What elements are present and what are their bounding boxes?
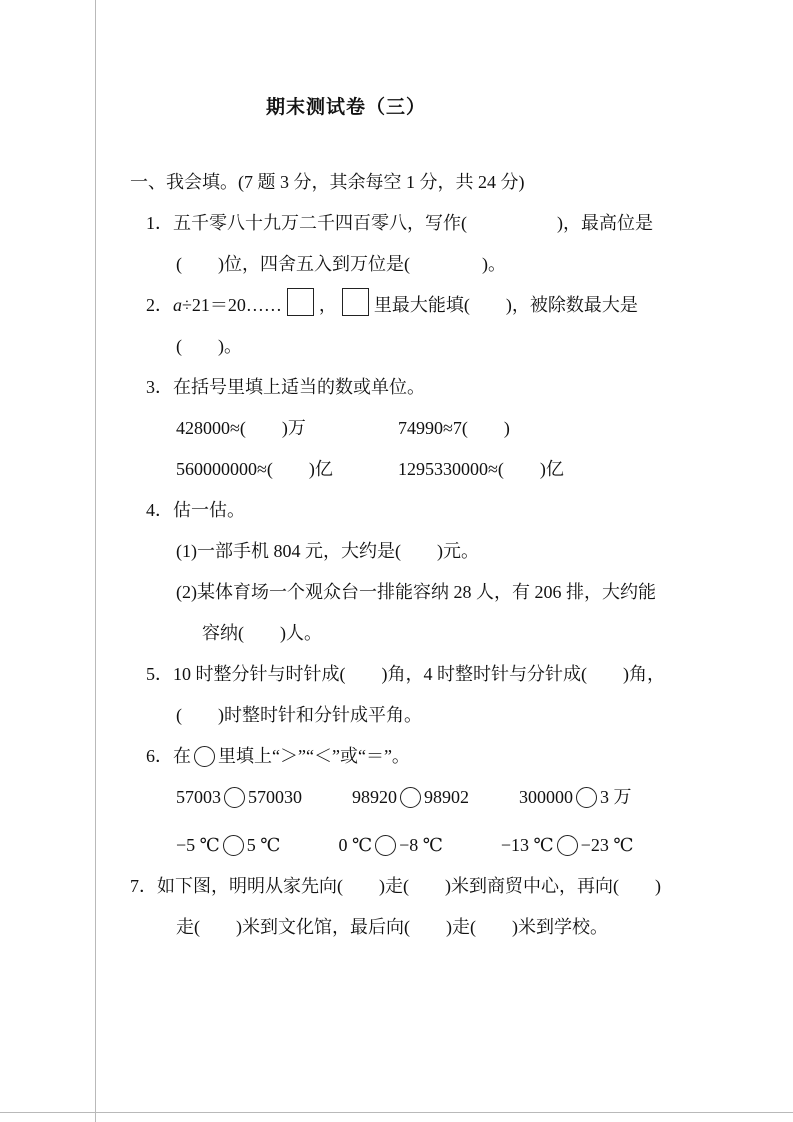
question-3-row-1: [130, 408, 730, 449]
comparison-right: 3 万: [600, 787, 632, 807]
question-4-item-2-line-1: (2)某体育场一个观众台一排能容纳 28 人，有 206 排，大约能: [176, 582, 656, 602]
test-content: [130, 162, 730, 948]
question-text: ，: [318, 295, 337, 315]
question-text: 在括号里填上适当的数或单位。: [173, 377, 425, 397]
rounding-item: 428000≈( )万: [176, 418, 306, 438]
comparison-circle: [223, 835, 244, 856]
question-2: [130, 285, 730, 367]
comparison-item: [519, 777, 632, 818]
rounding-item: 1295330000≈( )亿: [398, 459, 564, 479]
question-number: 1．: [146, 213, 173, 233]
question-number: 7．: [130, 876, 157, 896]
comparison-circle: [557, 835, 578, 856]
question-5: [130, 654, 730, 736]
comparison-left: 0 ℃: [338, 835, 373, 855]
comparison-item: [501, 825, 634, 866]
question-number: 3．: [146, 377, 173, 397]
question-3-row-2: [130, 449, 730, 490]
question-text: 10 时整分针与时针成( )角，4 时整时针与分针成( )角，: [173, 664, 665, 684]
comparison-circle: [400, 787, 421, 808]
question-number: 2．: [146, 295, 173, 315]
question-7: [130, 866, 730, 948]
rounding-item: 74990≈7( ): [398, 418, 510, 438]
question-number: 6．: [146, 746, 173, 766]
rounding-item: 560000000≈( )亿: [176, 459, 333, 479]
comparison-item: [176, 777, 302, 818]
question-5-line-1: [130, 654, 730, 695]
question-6: [130, 736, 730, 866]
comparison-left: −13 ℃: [500, 835, 554, 855]
comparison-circle: [194, 746, 215, 767]
question-text: 如下图，明明从家先向( )走( )米到商贸中心，再向( ): [157, 876, 661, 896]
question-text: 里填上“＞”“＜”或“＝”。: [218, 746, 410, 766]
comparison-right: 570030: [248, 787, 302, 807]
question-number: 5．: [146, 664, 173, 684]
question-1-line-1: [130, 203, 730, 244]
page-title: 期末测试卷（三）: [265, 97, 426, 118]
question-text: 在: [173, 746, 191, 766]
comparison-item: [338, 825, 442, 866]
comparison-left: 98920: [352, 787, 397, 807]
answer-box: [287, 288, 314, 316]
comparison-circle: [224, 787, 245, 808]
comparison-row-1: [130, 777, 730, 818]
comparison-circle: [576, 787, 597, 808]
section-heading: 一、我会填。(7 题 3 分，其余每空 1 分，共 24 分): [130, 172, 525, 192]
question-4-line-1: [130, 490, 730, 531]
question-text: ÷21＝20……: [182, 295, 282, 315]
comparison-item: [176, 825, 280, 866]
question-6-line-1: [130, 736, 730, 777]
comparison-circle: [375, 835, 396, 856]
question-1-line-2: ( )位，四舍五入到万位是( )。: [176, 254, 506, 274]
variable-a: a: [173, 295, 182, 315]
comparison-row-2: [130, 825, 730, 866]
page-border-bottom: [0, 1112, 793, 1113]
question-3: [130, 367, 730, 490]
question-4-item-2-line-2: 容纳( )人。: [202, 623, 322, 643]
comparison-left: 57003: [176, 787, 221, 807]
question-text: 估一估。: [173, 500, 245, 520]
question-5-line-2: ( )时整时针和分针成平角。: [176, 705, 422, 725]
page-border-left: [95, 0, 96, 1122]
question-number: 4．: [146, 500, 173, 520]
question-text: 里最大能填( )，被除数最大是: [373, 295, 638, 315]
question-2-line-1: [130, 285, 730, 326]
answer-box: [342, 288, 369, 316]
question-4: [130, 490, 730, 654]
question-1: [130, 203, 730, 285]
comparison-item: [352, 777, 469, 818]
question-7-line-2: 走( )米到文化馆，最后向( )走( )米到学校。: [176, 917, 608, 937]
question-7-line-1: [130, 866, 730, 907]
comparison-left: −5 ℃: [176, 835, 220, 855]
question-text: 五千零八十九万二千四百零八，写作( )，最高位是: [173, 213, 653, 233]
comparison-right: −8 ℃: [399, 835, 443, 855]
comparison-left: 300000: [519, 787, 573, 807]
comparison-right: 5 ℃: [246, 835, 281, 855]
question-4-item-1: (1)一部手机 804 元，大约是( )元。: [176, 541, 479, 561]
question-3-line-1: [130, 367, 730, 408]
comparison-right: 98902: [424, 787, 469, 807]
question-2-line-2: ( )。: [176, 336, 242, 356]
comparison-right: −23 ℃: [580, 835, 634, 855]
